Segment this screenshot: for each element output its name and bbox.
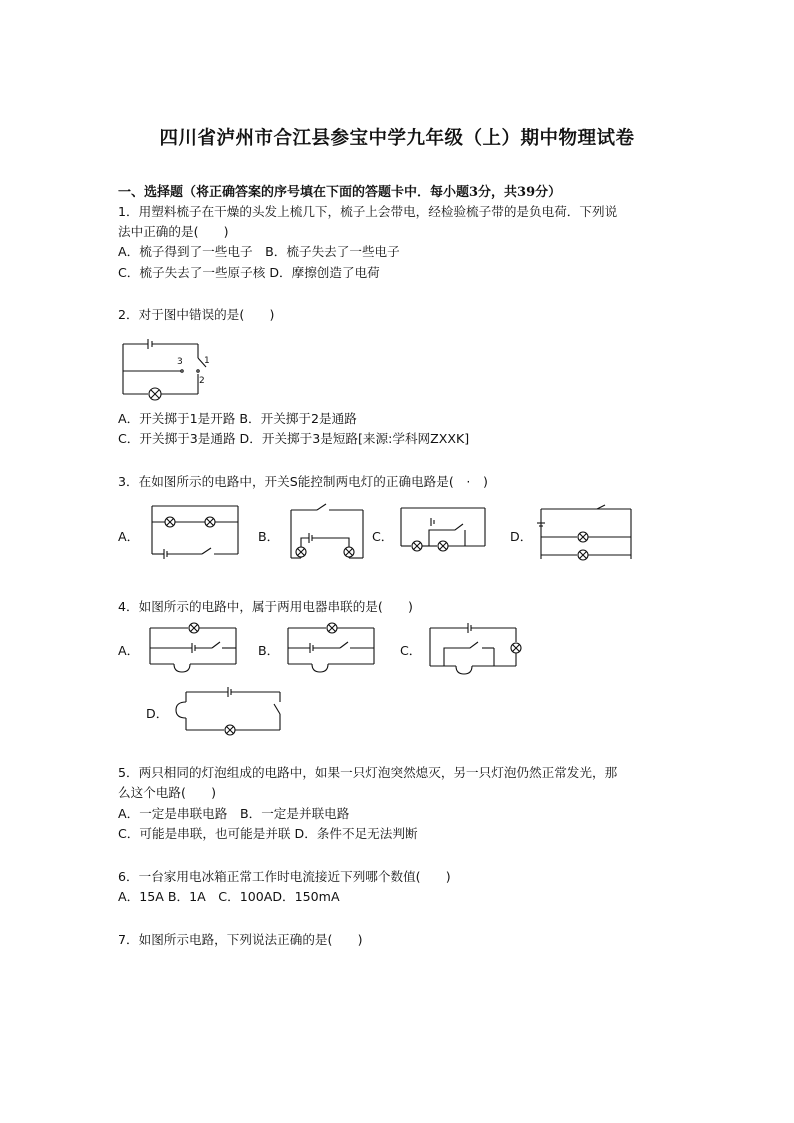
- q1-options-ab: A．梳子得到了一些电子 B．梳子失去了一些电子: [118, 244, 400, 259]
- q4-label-c: C．: [400, 643, 422, 658]
- section-heading: 一、选择题（将正确答案的序号填在下面的答题卡中．每小题3分，共39分）: [118, 185, 562, 200]
- q4-circuit-a: [146, 620, 240, 678]
- page-title: 四川省泸州市合江县参宝中学九年级（上）期中物理试卷: [159, 128, 635, 149]
- q3-circuit-c: [397, 502, 489, 552]
- q7-stem: 7．如图所示电路，下列说法正确的是( ): [118, 932, 363, 947]
- q6-options: A．15A B．1A C．100AD．150mA: [118, 889, 340, 904]
- q3-label-b: B．: [258, 529, 280, 544]
- q5-stem-line1: 5．两只相同的灯泡组成的电路中，如果一只灯泡突然熄灭，另一只灯泡仍然正常发光，那: [118, 765, 618, 780]
- q2-options-ab: A．开关掷于1是开路 B．开关掷于2是通路: [118, 411, 357, 426]
- q3-circuit-b: [287, 502, 367, 562]
- q2-label-3: 3: [177, 357, 183, 367]
- q3-label-c: C．: [372, 529, 394, 544]
- q5-options-ab: A．一定是串联电路 B．一定是并联电路: [118, 806, 350, 821]
- q3-stem: 3．在如图所示的电路中，开关S能控制两电灯的正确电路是( · ): [118, 474, 488, 489]
- q2-label-2: 2: [199, 376, 205, 386]
- q4-circuit-c: [426, 620, 530, 678]
- q2-options-cd: C．开关掷于3是通路 D．开关掷于3是短路[来源:学科网ZXXK]: [118, 431, 470, 446]
- q4-label-a: A．: [118, 643, 140, 658]
- q1-options-cd: C．梳子失去了一些原子核 D．摩擦创造了电荷: [118, 265, 380, 280]
- q1-stem-line1: 1．用塑料梳子在干燥的头发上梳几下，梳子上会带电，经检验梳子带的是负电荷．下列说: [118, 204, 618, 219]
- q2-circuit-diagram: [118, 336, 228, 406]
- q4-label-b: B．: [258, 643, 280, 658]
- q3-label-a: A．: [118, 529, 140, 544]
- q2-stem: 2．对于图中错误的是( ): [118, 307, 275, 322]
- q4-circuit-b: [284, 620, 378, 678]
- q2-label-1: 1: [204, 356, 210, 366]
- q1-stem-line2: 法中正确的是( ): [118, 224, 229, 239]
- q5-options-cd: C．可能是串联，也可能是并联 D．条件不足无法判断: [118, 826, 418, 841]
- q6-stem: 6．一台家用电冰箱正常工作时电流接近下列哪个数值( ): [118, 869, 451, 884]
- q5-stem-line2: 么这个电路( ): [118, 785, 216, 800]
- q4-circuit-d: [172, 684, 292, 740]
- q4-stem: 4．如图所示的电路中，属于两用电器串联的是( ): [118, 599, 413, 614]
- q3-circuit-d: [537, 505, 637, 563]
- q4-label-d: D．: [146, 706, 169, 721]
- q3-label-d: D．: [510, 529, 533, 544]
- q3-circuit-a: [148, 502, 240, 562]
